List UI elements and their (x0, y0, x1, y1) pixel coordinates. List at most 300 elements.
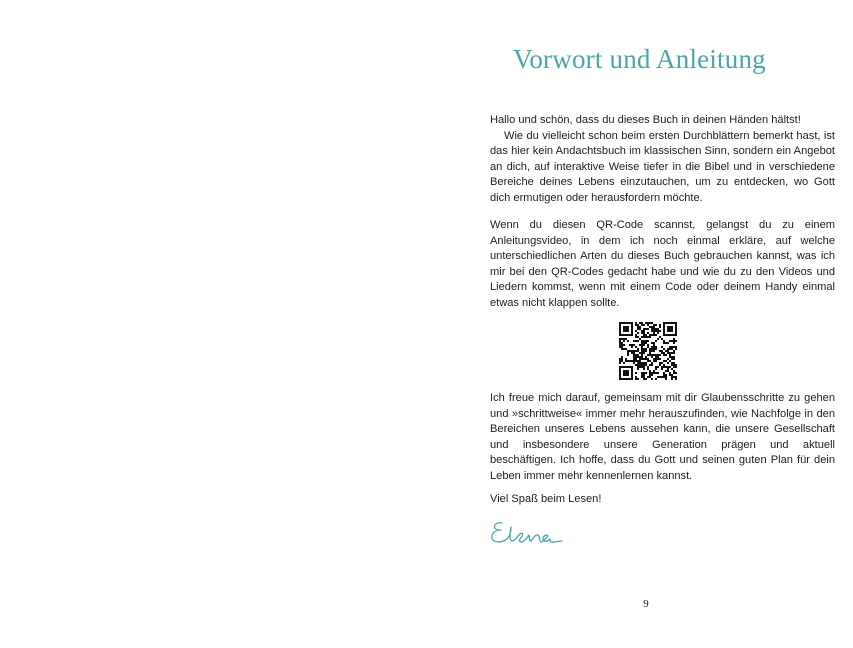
qr-module (675, 340, 677, 342)
qr-module (629, 378, 631, 380)
qr-module (665, 322, 667, 324)
qr-module (667, 334, 669, 336)
qr-module (633, 362, 635, 364)
qr-module (641, 366, 643, 368)
qr-module (669, 356, 671, 358)
qr-module (653, 328, 655, 330)
qr-module (663, 322, 665, 324)
qr-module (665, 376, 667, 378)
qr-module (645, 334, 647, 336)
qr-module (625, 322, 627, 324)
qr-module (663, 328, 665, 330)
qr-module (629, 322, 631, 324)
greeting-paragraph: Hallo und schön, dass du dieses Buch in deinen Händen hältst! (490, 114, 801, 126)
qr-module (653, 358, 655, 360)
qr-module (643, 324, 645, 326)
qr-module (669, 354, 671, 356)
qr-module (647, 366, 649, 368)
qr-module (623, 372, 625, 374)
qr-module (631, 332, 633, 334)
qr-module (639, 360, 641, 362)
qr-module (643, 328, 645, 330)
qr-module (675, 348, 677, 350)
qr-module (675, 346, 677, 348)
qr-module (641, 374, 643, 376)
qr-module (627, 322, 629, 324)
qr-module (663, 324, 665, 326)
qr-module (649, 370, 651, 372)
qr-module (651, 364, 653, 366)
qr-module (629, 350, 631, 352)
qr-module (635, 340, 637, 342)
qr-module (669, 330, 671, 332)
qr-module (635, 346, 637, 348)
qr-module (651, 374, 653, 376)
qr-module (663, 364, 665, 366)
qr-module (619, 322, 621, 324)
qr-module (655, 348, 657, 350)
qr-instructions-paragraph: Wenn du diesen QR-Code scannst, gelangst du zu einem Anleitungsvideo, in dem ich noch einmal erkläre, auf welche unterschiedlichen Arten du dieses Buch gebrauchen kannst, was ich mir bei den QR-Codes gedacht habe und wie du zu den Videos und Liedern kommst, wenn mit einem Code oder deinem Handy einmal etwas nicht klappen sollte. (490, 219, 835, 309)
qr-module (641, 346, 643, 348)
qr-module (643, 348, 645, 350)
qr-module (651, 326, 653, 328)
qr-module (627, 350, 629, 352)
qr-module (657, 328, 659, 330)
qr-module (667, 322, 669, 324)
qr-module (649, 336, 651, 338)
qr-module (671, 326, 673, 328)
qr-module (643, 362, 645, 364)
qr-module (673, 322, 675, 324)
qr-module (651, 356, 653, 358)
qr-module (653, 348, 655, 350)
qr-module (675, 378, 677, 380)
qr-module (647, 336, 649, 338)
qr-module (661, 366, 663, 368)
qr-module (645, 336, 647, 338)
qr-module (673, 366, 675, 368)
qr-module (637, 332, 639, 334)
qr-module (669, 326, 671, 328)
qr-module (663, 326, 665, 328)
qr-module (643, 374, 645, 376)
qr-module (667, 366, 669, 368)
qr-module (639, 358, 641, 360)
qr-module (675, 322, 677, 324)
qr-module (623, 326, 625, 328)
qr-module (627, 372, 629, 374)
qr-module (631, 370, 633, 372)
qr-module (649, 334, 651, 336)
qr-module (665, 374, 667, 376)
qr-module (669, 322, 671, 324)
qr-module (665, 370, 667, 372)
qr-module (625, 374, 627, 376)
qr-module (619, 324, 621, 326)
qr-module (639, 338, 641, 340)
qr-module (641, 372, 643, 374)
qr-module (619, 346, 621, 348)
qr-module (651, 330, 653, 332)
qr-module (665, 366, 667, 368)
qr-module (675, 330, 677, 332)
qr-module (675, 334, 677, 336)
qr-module (639, 352, 641, 354)
qr-module (667, 328, 669, 330)
qr-module (643, 372, 645, 374)
qr-module (655, 360, 657, 362)
qr-module (625, 330, 627, 332)
qr-module (655, 324, 657, 326)
qr-module (653, 344, 655, 346)
qr-module (663, 334, 665, 336)
qr-module (641, 364, 643, 366)
qr-module (635, 350, 637, 352)
qr-module (675, 332, 677, 334)
qr-module (623, 334, 625, 336)
qr-module (637, 340, 639, 342)
qr-module (671, 322, 673, 324)
qr-module (655, 368, 657, 370)
qr-module (655, 372, 657, 374)
qr-module (619, 328, 621, 330)
qr-module (627, 328, 629, 330)
qr-module (627, 366, 629, 368)
qr-module (657, 338, 659, 340)
qr-module (667, 352, 669, 354)
qr-module (633, 352, 635, 354)
left-page-blank (0, 0, 426, 648)
qr-module (633, 360, 635, 362)
qr-module (623, 362, 625, 364)
qr-instructions-block (490, 218, 835, 312)
qr-module (643, 350, 645, 352)
qr-module (637, 378, 639, 380)
qr-module (635, 376, 637, 378)
qr-module (643, 376, 645, 378)
qr-module (649, 364, 651, 366)
qr-module (651, 354, 653, 356)
qr-module (649, 360, 651, 362)
qr-module (647, 354, 649, 356)
qr-module (623, 322, 625, 324)
qr-module (637, 366, 639, 368)
qr-module (653, 342, 655, 344)
qr-module (627, 334, 629, 336)
qr-module (663, 366, 665, 368)
qr-module (671, 356, 673, 358)
qr-module (619, 326, 621, 328)
qr-module (635, 372, 637, 374)
qr-module (619, 358, 621, 360)
qr-module (671, 362, 673, 364)
qr-module (669, 348, 671, 350)
qr-module (643, 364, 645, 366)
qr-module (631, 374, 633, 376)
qr-module (655, 340, 657, 342)
qr-module (673, 338, 675, 340)
qr-module (631, 344, 633, 346)
qr-module (621, 342, 623, 344)
qr-module (663, 332, 665, 334)
qr-module (643, 358, 645, 360)
qr-module (637, 356, 639, 358)
qr-module (675, 376, 677, 378)
qr-code-graphic (619, 322, 677, 380)
qr-module (619, 338, 621, 340)
qr-module (619, 330, 621, 332)
qr-module (673, 372, 675, 374)
qr-module (641, 324, 643, 326)
qr-module (649, 322, 651, 324)
qr-module (659, 330, 661, 332)
qr-module (655, 346, 657, 348)
qr-module (637, 348, 639, 350)
qr-module (651, 328, 653, 330)
qr-module (635, 324, 637, 326)
qr-module (663, 354, 665, 356)
qr-module (659, 364, 661, 366)
qr-module (625, 326, 627, 328)
qr-code-icon (619, 322, 677, 380)
qr-module (635, 330, 637, 332)
qr-module (663, 376, 665, 378)
qr-module (667, 326, 669, 328)
qr-module (655, 334, 657, 336)
qr-module (647, 376, 649, 378)
qr-module (637, 350, 639, 352)
qr-module (631, 366, 633, 368)
qr-module (673, 356, 675, 358)
qr-module (619, 342, 621, 344)
closing-line: Viel Spaß beim Lesen! (490, 493, 602, 505)
qr-module (663, 372, 665, 374)
qr-module (653, 334, 655, 336)
qr-module (657, 376, 659, 378)
qr-module (641, 342, 643, 344)
qr-module (671, 364, 673, 366)
qr-module (671, 378, 673, 380)
qr-module (647, 324, 649, 326)
qr-module (649, 374, 651, 376)
qr-module (647, 368, 649, 370)
qr-module (633, 354, 635, 356)
qr-module (663, 352, 665, 354)
qr-module (667, 362, 669, 364)
qr-module (619, 368, 621, 370)
qr-module (641, 344, 643, 346)
qr-module (661, 352, 663, 354)
intro-block (490, 113, 835, 207)
qr-module (623, 330, 625, 332)
qr-module (673, 364, 675, 366)
qr-module (671, 376, 673, 378)
qr-module (647, 346, 649, 348)
qr-module (649, 354, 651, 356)
qr-module (661, 368, 663, 370)
qr-module (643, 352, 645, 354)
qr-module (619, 366, 621, 368)
qr-module (619, 370, 621, 372)
qr-module (631, 376, 633, 378)
qr-module (653, 370, 655, 372)
qr-module (669, 352, 671, 354)
qr-module (625, 370, 627, 372)
qr-module (671, 358, 673, 360)
qr-module (639, 364, 641, 366)
qr-module (631, 324, 633, 326)
qr-module (623, 366, 625, 368)
qr-module (637, 360, 639, 362)
page-number: 9 (643, 598, 649, 610)
qr-module (649, 372, 651, 374)
qr-module (665, 334, 667, 336)
qr-module (635, 354, 637, 356)
qr-module (619, 374, 621, 376)
qr-module (675, 372, 677, 374)
qr-module (665, 354, 667, 356)
qr-module (635, 378, 637, 380)
qr-module (621, 360, 623, 362)
qr-module (651, 362, 653, 364)
hope-block (490, 391, 835, 485)
qr-module (643, 330, 645, 332)
qr-module (635, 334, 637, 336)
qr-module (637, 362, 639, 364)
qr-module (667, 358, 669, 360)
qr-module (643, 378, 645, 380)
qr-module (659, 324, 661, 326)
qr-module (637, 324, 639, 326)
qr-module (669, 372, 671, 374)
qr-module (631, 346, 633, 348)
qr-module (641, 348, 643, 350)
qr-module (625, 358, 627, 360)
qr-module (633, 344, 635, 346)
qr-module (641, 350, 643, 352)
qr-module (643, 336, 645, 338)
qr-module (673, 342, 675, 344)
qr-module (647, 344, 649, 346)
qr-module (661, 346, 663, 348)
qr-module (645, 378, 647, 380)
qr-module (625, 334, 627, 336)
qr-module (673, 346, 675, 348)
qr-module (671, 374, 673, 376)
qr-module (631, 334, 633, 336)
qr-module (647, 322, 649, 324)
qr-module (651, 322, 653, 324)
qr-module (643, 344, 645, 346)
qr-module (653, 326, 655, 328)
qr-module (655, 378, 657, 380)
qr-module (625, 338, 627, 340)
qr-module (637, 328, 639, 330)
qr-module (645, 358, 647, 360)
qr-module (645, 322, 647, 324)
qr-module (651, 348, 653, 350)
qr-module (655, 366, 657, 368)
qr-module (627, 370, 629, 372)
qr-module (675, 324, 677, 326)
qr-module (639, 344, 641, 346)
qr-module (631, 322, 633, 324)
qr-module (663, 348, 665, 350)
qr-module (649, 352, 651, 354)
qr-module (657, 372, 659, 374)
qr-module (647, 332, 649, 334)
qr-module (637, 354, 639, 356)
qr-module (623, 348, 625, 350)
qr-module (647, 360, 649, 362)
qr-module (651, 346, 653, 348)
qr-module (651, 372, 653, 374)
qr-module (631, 360, 633, 362)
qr-module (623, 328, 625, 330)
qr-module (651, 342, 653, 344)
qr-module (659, 354, 661, 356)
qr-module (625, 372, 627, 374)
qr-module (631, 326, 633, 328)
qr-module (673, 334, 675, 336)
qr-module (641, 354, 643, 356)
qr-module (655, 356, 657, 358)
qr-module (667, 342, 669, 344)
right-page (426, 0, 853, 648)
qr-module (669, 360, 671, 362)
qr-module (639, 366, 641, 368)
qr-module (619, 340, 621, 342)
qr-module (653, 332, 655, 334)
qr-module (641, 322, 643, 324)
qr-module (675, 364, 677, 366)
qr-module (621, 356, 623, 358)
qr-module (645, 362, 647, 364)
qr-module (633, 350, 635, 352)
qr-module (647, 358, 649, 360)
qr-module (639, 362, 641, 364)
qr-module (621, 366, 623, 368)
qr-module (659, 326, 661, 328)
qr-module (641, 352, 643, 354)
qr-module (621, 378, 623, 380)
qr-module (663, 360, 665, 362)
qr-module (637, 368, 639, 370)
qr-module (635, 336, 637, 338)
qr-module (653, 360, 655, 362)
qr-module (673, 350, 675, 352)
qr-module (619, 344, 621, 346)
qr-module (643, 332, 645, 334)
signature-elena (488, 515, 568, 549)
qr-module (647, 340, 649, 342)
qr-module (627, 360, 629, 362)
qr-module (663, 330, 665, 332)
qr-module (637, 326, 639, 328)
qr-module (667, 350, 669, 352)
qr-module (641, 340, 643, 342)
qr-module (633, 358, 635, 360)
qr-module (649, 348, 651, 350)
qr-module (665, 360, 667, 362)
qr-module (657, 366, 659, 368)
qr-module (637, 364, 639, 366)
qr-module (625, 348, 627, 350)
qr-module (667, 368, 669, 370)
qr-module (619, 376, 621, 378)
qr-module (645, 348, 647, 350)
qr-module (671, 346, 673, 348)
